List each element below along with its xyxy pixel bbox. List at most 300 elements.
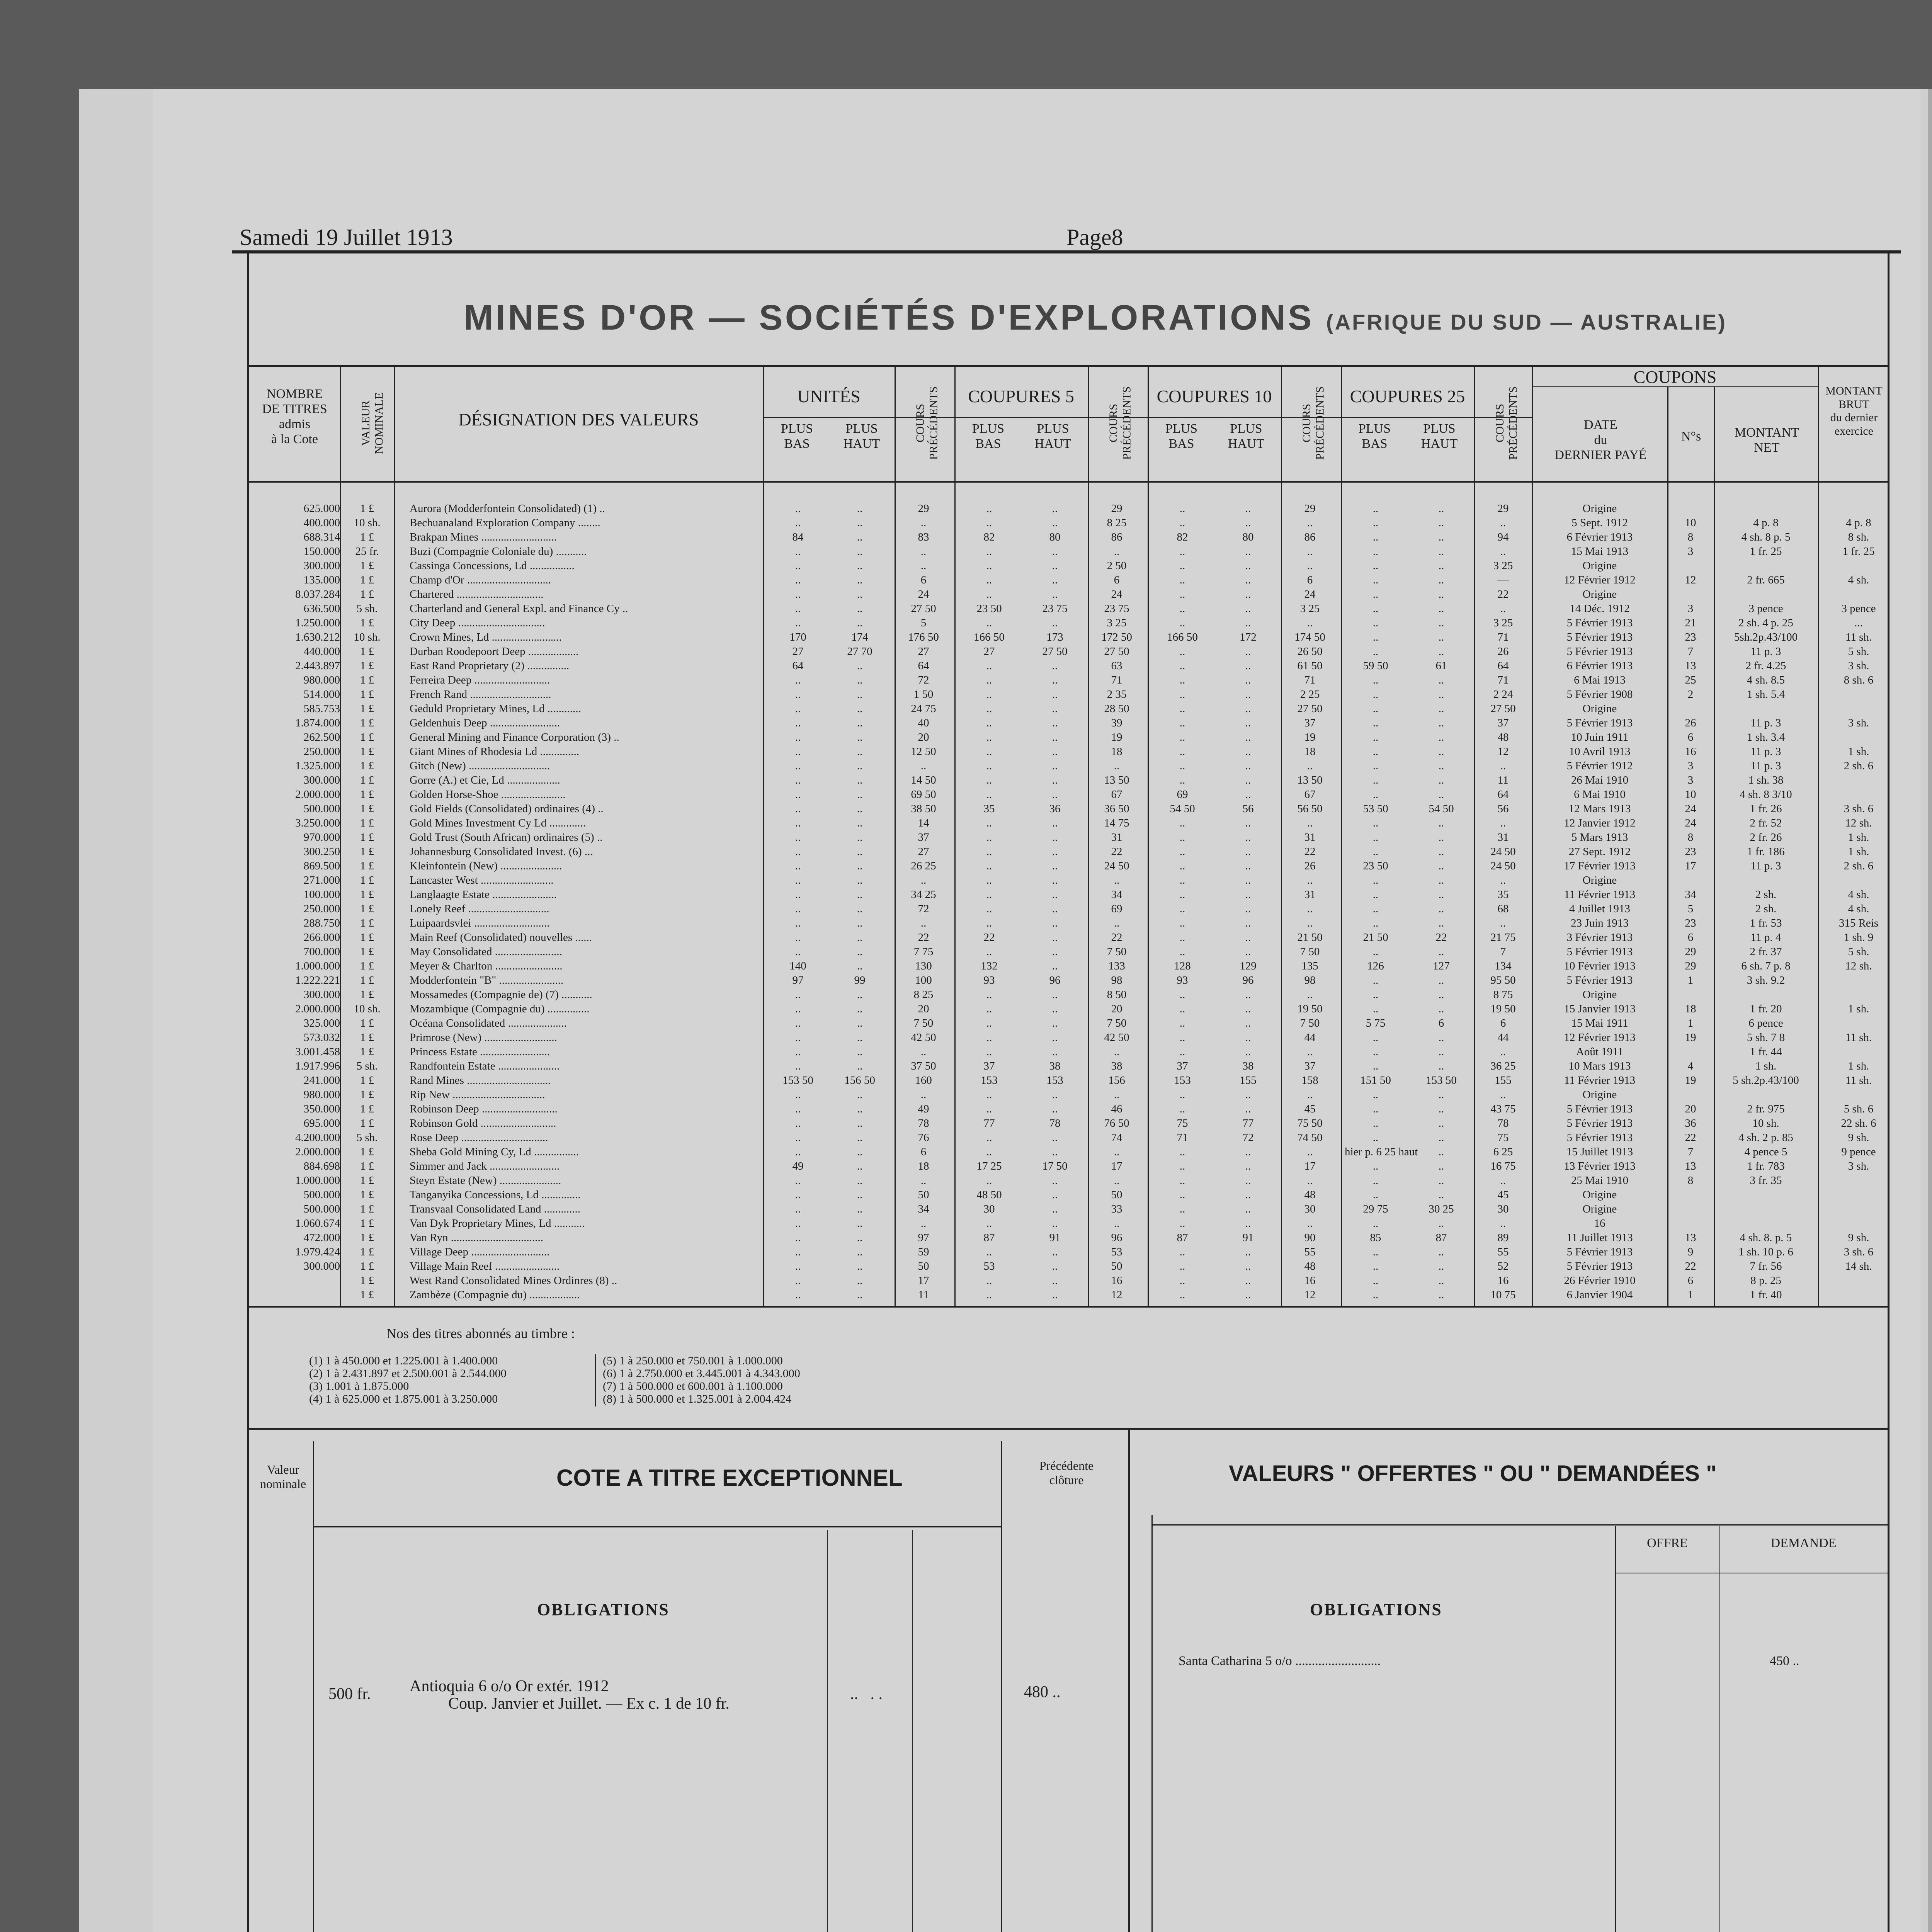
table-cell: 16 — [1304, 1274, 1316, 1287]
table-cell: 37 — [1497, 717, 1509, 729]
table-cell: 1 sh. 10 p. 6 — [1738, 1246, 1793, 1258]
table-cell: .. — [1245, 745, 1251, 758]
table-cell: 3 fr. 35 — [1750, 1174, 1782, 1187]
table-cell: 8.037.284 — [295, 588, 340, 600]
table-cell: 53 — [983, 1260, 995, 1272]
table-cell: 82 — [1177, 531, 1188, 543]
table-cell: 2 fr. 26 — [1750, 831, 1782, 844]
table-cell: .. — [1438, 1189, 1444, 1201]
col-rule — [1818, 366, 1819, 1306]
table-cell: 15 Mai 1913 — [1571, 545, 1629, 558]
table-cell: 625.000 — [303, 502, 340, 515]
table-cell: 3 Février 1913 — [1566, 931, 1633, 944]
table-cell: ... — [1854, 617, 1863, 629]
table-cell: .. — [857, 745, 863, 758]
security-name: Brakpan Mines ........................... — [410, 531, 557, 543]
table-cell: 23 Juin 1913 — [1571, 917, 1629, 929]
table-cell: 12 50 — [911, 745, 936, 758]
table-cell: .. — [1245, 617, 1251, 629]
table-cell: .. — [857, 517, 863, 529]
table-cell: 12 — [1111, 1289, 1122, 1301]
table-cell: .. — [795, 588, 801, 600]
table-cell: .. — [986, 845, 992, 858]
table-cell: .. — [795, 1031, 801, 1044]
table-cell: 5 sh. — [356, 1060, 378, 1072]
table-cell: 72 — [918, 674, 929, 686]
security-name: Rip New ................................. — [410, 1088, 545, 1101]
table-cell: .. — [795, 817, 801, 829]
table-cell: 12 sh. — [1845, 817, 1872, 829]
table-cell: .. — [1438, 888, 1444, 901]
table-cell: .. — [857, 1174, 863, 1187]
table-cell: 1 £ — [360, 788, 374, 801]
table-cell: 400.000 — [303, 517, 340, 529]
table-cell: .. — [1179, 1203, 1185, 1215]
table-cell: 151 50 — [1360, 1074, 1391, 1087]
table-cell: .. — [1500, 1088, 1506, 1101]
table-cell: .. — [986, 831, 992, 844]
table-cell: 172 — [1240, 631, 1257, 643]
table-cell: .. — [1245, 645, 1251, 658]
table-cell: 4 p. 8 — [1753, 517, 1779, 529]
table-cell: .. — [1179, 1260, 1185, 1272]
table-cell: 127 — [1433, 960, 1450, 972]
table-cell: 50 — [918, 1189, 929, 1201]
off-obligations: OBLIGATIONS — [1310, 1600, 1442, 1619]
table-cell: .. — [1438, 845, 1444, 858]
table-cell: .. — [986, 1103, 992, 1115]
table-cell: .. — [1179, 860, 1185, 872]
table-cell: .. — [1052, 860, 1058, 872]
table-cell: 12 Mars 1913 — [1568, 803, 1631, 815]
timbre-divider — [595, 1354, 596, 1406]
table-cell: 10 Juin 1911 — [1571, 731, 1629, 743]
table-cell: 869.500 — [303, 860, 340, 872]
table-cell: .. — [1372, 917, 1379, 929]
table-cell: 1 £ — [360, 502, 374, 515]
col-rule — [954, 366, 956, 1306]
table-cell: 7 50 — [1107, 1017, 1127, 1029]
table-cell: .. — [1372, 631, 1379, 643]
table-cell: .. — [1052, 1289, 1058, 1301]
timbre-note: (4) 1 à 625.000 et 1.875.001 à 3.250.000 — [309, 1393, 498, 1405]
table-cell: 1.000.000 — [295, 1174, 340, 1187]
table-cell: 56 50 — [1297, 803, 1323, 815]
table-cell: 11 p. 3 — [1750, 860, 1781, 872]
table-cell: 86 — [1111, 531, 1122, 543]
security-name: Langlaagte Estate ....................... — [410, 888, 557, 901]
table-cell: 2.000.000 — [295, 788, 340, 801]
table-cell: 15 Janvier 1913 — [1564, 1003, 1636, 1015]
table-cell: .. — [986, 1046, 992, 1058]
timbre-note: (6) 1 à 2.750.000 et 3.445.001 à 4.343.000 — [603, 1367, 800, 1380]
table-cell: .. — [1052, 702, 1058, 715]
table-cell: 6 pence — [1748, 1017, 1783, 1029]
table-cell: 2 fr. 4.25 — [1745, 660, 1786, 672]
table-cell: 135.000 — [303, 574, 340, 586]
table-cell: 153 — [981, 1074, 998, 1087]
table-cell: 18 — [918, 1160, 929, 1172]
table-cell: .. — [986, 745, 992, 758]
table-cell: .. — [1179, 717, 1185, 729]
table-cell: 48 — [1304, 1189, 1316, 1201]
table-cell: .. — [1372, 674, 1379, 686]
table-cell: .. — [1438, 774, 1444, 786]
table-cell: 5 Février 1913 — [1566, 1131, 1633, 1144]
table-cell: 27 50 — [911, 602, 936, 615]
table-cell: .. — [1245, 845, 1251, 858]
table-cell: 1.222.221 — [295, 974, 340, 986]
table-cell: .. — [857, 931, 863, 944]
security-name: Golden Horse-Shoe ....................... — [410, 788, 566, 801]
box-rule — [1151, 1515, 1153, 1932]
table-cell: Origine — [1582, 588, 1617, 600]
table-cell: .. — [1179, 1189, 1185, 1201]
security-name: Bechuanaland Exploration Company ........ — [410, 517, 600, 529]
table-cell: 22 — [983, 931, 995, 944]
table-cell: 1 £ — [360, 702, 374, 715]
table-cell: 1 £ — [360, 645, 374, 658]
table-cell: .. — [795, 888, 801, 901]
table-cell: Origine — [1582, 988, 1617, 1001]
table-cell: 4.200.000 — [295, 1131, 340, 1144]
col-montant-net: MONTANT NET — [1734, 425, 1799, 455]
table-cell: .. — [1179, 946, 1185, 958]
security-name: West Rand Consolidated Mines Ordinres (8) .. — [410, 1274, 617, 1287]
table-cell: .. — [1245, 1088, 1251, 1101]
table-cell: 27 70 — [847, 645, 872, 658]
table-cell: 23 75 — [1104, 602, 1129, 615]
table-cell: 38 — [1111, 1060, 1122, 1072]
table-cell: 5 Février 1913 — [1566, 1260, 1633, 1272]
table-cell: .. — [1245, 1246, 1251, 1258]
table-cell: 48 — [1304, 1260, 1316, 1272]
table-cell: 64 — [1497, 788, 1509, 801]
table-cell: .. — [795, 860, 801, 872]
table-cell: .. — [1179, 760, 1185, 772]
table-cell: 17 50 — [1042, 1160, 1068, 1172]
exc-valeur-nominale: Valeur nominale — [260, 1463, 306, 1491]
table-cell: 23 75 — [1042, 602, 1068, 615]
table-cell: 37 — [1304, 717, 1316, 729]
table-cell: 5 Mars 1913 — [1571, 831, 1628, 844]
table-cell: .. — [1307, 817, 1313, 829]
table-cell: 1 £ — [360, 1146, 374, 1158]
col-rule — [394, 366, 395, 1306]
table-cell: 14 50 — [911, 774, 936, 786]
table-cell: 1 sh. — [1848, 831, 1869, 844]
table-cell: .. — [795, 845, 801, 858]
table-cell: 40 — [918, 717, 929, 729]
table-cell: 82 — [983, 531, 995, 543]
table-cell: .. — [857, 1060, 863, 1072]
table-cell: .. — [986, 817, 992, 829]
table-cell: 2 fr. 665 — [1747, 574, 1785, 586]
table-cell: 20 — [1685, 1103, 1696, 1115]
table-cell: 132 — [981, 960, 998, 972]
security-name: Charterland and General Expl. and Finance Cy .. — [410, 602, 628, 615]
table-cell: 1 £ — [360, 717, 374, 729]
table-cell: 2 fr. 975 — [1747, 1103, 1785, 1115]
table-cell: 970.000 — [303, 831, 340, 844]
table-cell: .. — [795, 1174, 801, 1187]
table-cell: .. — [1372, 1117, 1379, 1129]
table-cell: 140 — [789, 960, 806, 972]
table-cell: 22 — [1685, 1260, 1696, 1272]
table-cell: .. — [857, 617, 863, 629]
table-cell: 50 — [1111, 1189, 1122, 1201]
table-cell: 80 — [1049, 531, 1061, 543]
table-cell: .. — [1438, 560, 1444, 572]
table-cell: .. — [857, 860, 863, 872]
table-cell: 10 sh. — [354, 517, 381, 529]
table-cell: .. — [986, 660, 992, 672]
table-cell: 19 50 — [1490, 1003, 1516, 1015]
table-cell: 4 Juillet 1913 — [1569, 903, 1630, 915]
table-cell: .. — [795, 517, 801, 529]
table-cell: .. — [1438, 1260, 1444, 1272]
table-cell: 4 sh. — [1848, 574, 1869, 586]
table-cell: .. — [1438, 545, 1444, 558]
table-cell: .. — [1372, 502, 1379, 515]
table-cell: .. — [1052, 917, 1058, 929]
table-cell: 12 Février 1913 — [1564, 1031, 1636, 1044]
table-cell: 22 — [1111, 931, 1122, 944]
table-cell: .. — [1052, 774, 1058, 786]
table-cell: 91 — [1049, 1231, 1061, 1244]
table-cell: 5 Février 1913 — [1566, 1246, 1633, 1258]
table-cell: 16 — [1111, 1274, 1122, 1287]
table-cell: .. — [986, 731, 992, 743]
table-cell: .. — [1052, 674, 1058, 686]
table-cell: 78 — [1049, 1117, 1061, 1129]
table-cell: 3 — [1687, 760, 1694, 772]
table-cell: .. — [1245, 517, 1251, 529]
table-cell: .. — [1372, 1088, 1379, 1101]
table-cell: .. — [857, 502, 863, 515]
table-cell: 27 Sept. 1912 — [1568, 845, 1631, 858]
table-cell: 26 — [1304, 860, 1316, 872]
table-cell: .. — [795, 831, 801, 844]
table-cell: .. — [1179, 774, 1185, 786]
box-rule — [912, 1530, 913, 1932]
table-cell: .. — [795, 917, 801, 929]
table-cell: .. — [795, 1274, 801, 1287]
table-cell: .. — [857, 803, 863, 815]
table-cell: 10 75 — [1490, 1289, 1516, 1301]
table-cell: .. — [986, 502, 992, 515]
security-name: Buzi (Compagnie Coloniale du) ........... — [410, 545, 587, 558]
table-cell: 884.698 — [303, 1160, 340, 1172]
table-cell: 3 25 — [1107, 617, 1127, 629]
table-cell: .. — [986, 946, 992, 958]
table-cell: .. — [1307, 545, 1313, 558]
table-cell: .. — [1052, 560, 1058, 572]
table-cell: 1 £ — [360, 760, 374, 772]
table-cell: .. — [795, 674, 801, 686]
col-rule — [1667, 386, 1668, 1306]
table-cell: 69 — [1111, 903, 1122, 915]
box-rule — [1719, 1526, 1720, 1932]
table-cell: .. — [1307, 760, 1313, 772]
security-name: Randfontein Estate ...................... — [410, 1060, 560, 1072]
table-cell: .. — [795, 760, 801, 772]
table-cell: 3 sh. 9.2 — [1747, 974, 1785, 986]
table-cell: 49 — [918, 1103, 929, 1115]
table-cell: 1.917.996 — [295, 1060, 340, 1072]
table-cell: 350.000 — [303, 1103, 340, 1115]
table-cell: 44 — [1304, 1031, 1316, 1044]
table-cell: 7 — [1687, 645, 1694, 658]
table-cell: 64 — [792, 660, 804, 672]
table-cell: 17 — [918, 1274, 929, 1287]
table-cell: .. — [857, 1088, 863, 1101]
table-cell: 5 75 — [1366, 1017, 1386, 1029]
table-cell: 22 — [1111, 845, 1122, 858]
table-cell: 300.250 — [303, 845, 340, 858]
table-cell: 2 — [1687, 688, 1694, 701]
table-cell: 5 Février 1908 — [1566, 688, 1633, 701]
table-cell: .. — [795, 702, 801, 715]
table-cell: 12 Février 1912 — [1564, 574, 1636, 586]
table-cell: 29 — [1304, 502, 1316, 515]
table-cell: .. — [857, 660, 863, 672]
table-cell: 271.000 — [303, 874, 340, 886]
table-cell: 45 — [1497, 1189, 1509, 1201]
table-cell: 11 sh. — [1845, 1074, 1872, 1087]
table-cell: .. — [986, 917, 992, 929]
table-cell: .. — [857, 946, 863, 958]
table-cell: .. — [1052, 1217, 1058, 1230]
table-cell: 30 — [1304, 1203, 1316, 1215]
table-cell: 636.500 — [303, 602, 340, 615]
table-cell: .. — [1052, 588, 1058, 600]
table-cell: 93 — [1177, 974, 1188, 986]
table-cell: .. — [1179, 545, 1185, 558]
table-cell: .. — [795, 903, 801, 915]
table-cell: 5 Février 1912 — [1566, 760, 1633, 772]
table-cell: .. — [986, 1274, 992, 1287]
table-cell: 55 — [1304, 1246, 1316, 1258]
table-cell: .. — [857, 731, 863, 743]
table-cell: .. — [857, 817, 863, 829]
table-cell: .. — [1372, 903, 1379, 915]
table-cell: .. — [986, 517, 992, 529]
table-cell: 34 — [918, 1203, 929, 1215]
table-cell: .. — [1245, 560, 1251, 572]
table-cell: 5 Février 1913 — [1566, 717, 1633, 729]
table-cell: 1 £ — [360, 917, 374, 929]
table-cell: 98 — [1304, 974, 1316, 986]
security-name: Durban Roodepoort Deep .................. — [410, 645, 579, 658]
table-cell: .. — [986, 1017, 992, 1029]
table-cell: 26 — [1497, 645, 1509, 658]
timbre-note: (1) 1 à 450.000 et 1.225.001 à 1.400.000 — [309, 1354, 498, 1367]
table-cell: .. — [1372, 560, 1379, 572]
table-cell: .. — [1372, 974, 1379, 986]
table-cell: 3.001.458 — [295, 1046, 340, 1058]
table-cell: 24 — [1304, 588, 1316, 600]
table-cell: .. — [1052, 1260, 1058, 1272]
table-cell: .. — [1438, 1103, 1444, 1115]
table-cell: 61 — [1435, 660, 1447, 672]
table-cell: 36 — [1049, 803, 1061, 815]
table-cell: 3 pence — [1748, 602, 1783, 615]
table-cell: 1 sh. — [1848, 845, 1869, 858]
security-name: Van Dyk Proprietary Mines, Ld ........... — [410, 1217, 585, 1230]
page-number: Page8 — [1066, 224, 1123, 250]
table-cell: .. — [1500, 874, 1506, 886]
table-cell: 3 25 — [1493, 617, 1513, 629]
table-cell: 11 p. 3 — [1750, 717, 1781, 729]
table-cell: .. — [1438, 1246, 1444, 1258]
table-cell: .. — [1372, 817, 1379, 829]
table-cell: Origine — [1582, 560, 1617, 572]
col-rule — [1532, 366, 1533, 1306]
table-cell: .. — [1500, 760, 1506, 772]
table-cell: .. — [1052, 888, 1058, 901]
table-cell: 39 — [1111, 717, 1122, 729]
table-cell: 1 £ — [360, 888, 374, 901]
table-cell: 5 Février 1913 — [1566, 1103, 1633, 1115]
table-cell: .. — [1179, 1017, 1185, 1029]
table-cell: .. — [1372, 1189, 1379, 1201]
table-cell: 20 — [1111, 1003, 1122, 1015]
table-cell: .. — [1179, 502, 1185, 515]
table-cell: 22 sh. 6 — [1841, 1117, 1876, 1129]
table-cell: .. — [1179, 1146, 1185, 1158]
table-cell: 67 — [1111, 788, 1122, 801]
table-cell: 23 50 — [976, 602, 1002, 615]
table-cell: .. — [1179, 588, 1185, 600]
table-cell: .. — [857, 774, 863, 786]
exc-obligations: OBLIGATIONS — [537, 1600, 670, 1619]
table-cell: 8 p. 25 — [1750, 1274, 1781, 1287]
table-cell: 262.500 — [303, 731, 340, 743]
table-cell: .. — [1052, 831, 1058, 844]
col-cours-prec-2: COURS PRÉCÉDENTS — [1107, 386, 1133, 460]
table-cell: .. — [1179, 702, 1185, 715]
security-name: Geduld Proprietary Mines, Ld ............ — [410, 702, 581, 715]
security-name: French Rand ............................. — [410, 688, 551, 701]
table-cell: .. — [1307, 988, 1313, 1001]
table-cell: 50 — [918, 1260, 929, 1272]
table-cell: .. — [920, 1088, 927, 1101]
table-cell: .. — [795, 1246, 801, 1258]
table-cell: 1.630.212 — [295, 631, 340, 643]
table-cell: 7 fr. 56 — [1750, 1260, 1782, 1272]
table-cell: 22 — [1435, 931, 1447, 944]
table-cell: 43 75 — [1490, 1103, 1516, 1115]
table-cell: 3.250.000 — [295, 817, 340, 829]
table-cell: 174 — [851, 631, 868, 643]
table-cell: .. — [795, 745, 801, 758]
table-cell: .. — [1307, 1046, 1313, 1058]
table-cell: .. — [1372, 1031, 1379, 1044]
security-name: Lancaster West .......................... — [410, 874, 554, 886]
table-cell: .. — [1245, 602, 1251, 615]
table-cell: 29 — [918, 502, 929, 515]
security-name: Champ d'Or .............................. — [410, 574, 551, 586]
table-cell: 71 — [1111, 674, 1122, 686]
table-cell: 56 — [1242, 803, 1254, 815]
table-cell: 87 — [1435, 1231, 1447, 1244]
table-cell: 19 — [1685, 1074, 1696, 1087]
table-cell: 472.000 — [303, 1231, 340, 1244]
timbre-left — [309, 1354, 507, 1405]
table-cell: 288.750 — [303, 917, 340, 929]
table-cell: .. — [1245, 502, 1251, 515]
